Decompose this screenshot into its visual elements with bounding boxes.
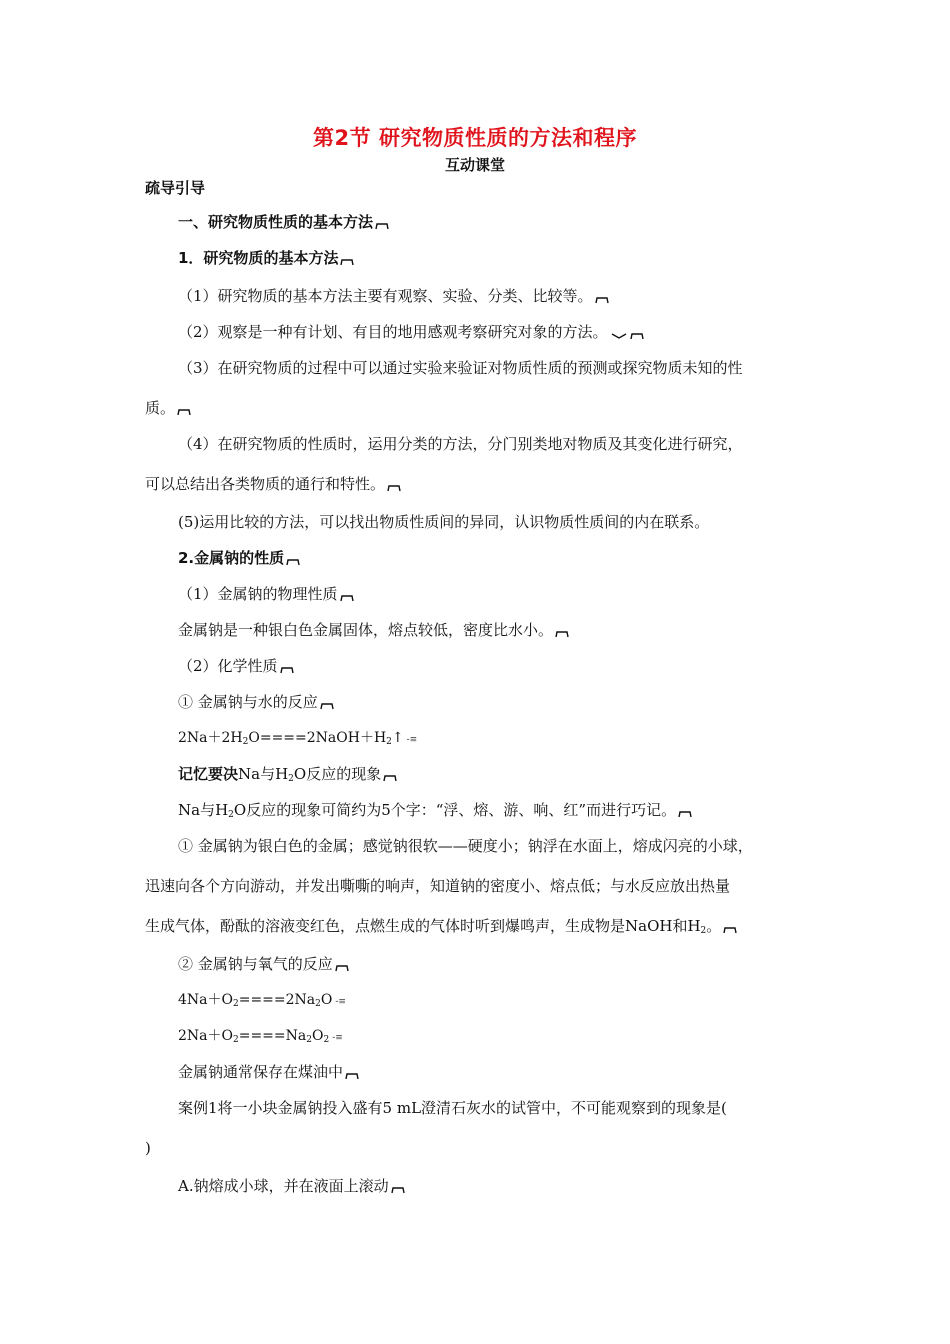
paragraph-mark-icon [345,1072,359,1080]
memory-tip-text: Na与H [238,765,289,783]
option-text: A.钠熔成小球，并在液面上滚动 [178,1177,389,1195]
paragraph-13 [178,1062,359,1082]
paragraph-mark-icon [340,594,354,602]
paragraph-mark-icon [340,258,354,266]
heading-text: 1．研究物质的基本方法 [178,249,339,267]
chevron-mark-icon [610,332,628,340]
equation-mark-icon: -≡ [332,1033,343,1043]
paragraph-text: 生成气体，酚酞的溶液变红色，点燃生成的气体时听到爆鸣声，生成物是NaOH和H [145,917,701,935]
heading-text: 2.金属钠的性质 [178,549,285,567]
paragraph-5: (5)运用比较的方法，可以找出物质性质间的异同，认识物质性质间的内在联系。 [178,513,710,531]
paragraph-mark-icon [595,296,609,304]
subscript: 2 [288,774,294,784]
page-title: 第2节 研究物质性质的方法和程序 [313,126,637,150]
paragraph-mark-icon [555,630,569,638]
heading-sodium-properties [178,548,300,568]
paragraph-3-line-2 [145,398,191,418]
paragraph-4-line-2 [145,474,401,494]
paragraph-text: （2）观察是一种有计划、有目的地用感观考察研究对象的方法。 [178,323,608,341]
paragraph-11-line-3 [145,916,737,941]
paragraph-6 [178,584,354,604]
paragraph-mark-icon [678,810,692,818]
subscript: 2 [242,737,249,747]
case-1-line-2: ) [145,1139,151,1157]
equation-sodium-oxygen-1 [178,990,346,1014]
memory-tip [178,764,397,789]
paragraph-text: 质。 [145,399,176,417]
paragraph-3-line-1: （3）在研究物质的过程中可以通过实验来验证对物质性质的预测或探究物质未知的性 [178,359,743,377]
paragraph-text: ② 金属钠与氧气的反应 [178,955,333,973]
subscript: 2 [386,737,392,747]
paragraph-mark-icon [280,666,294,674]
paragraph-10 [178,800,692,825]
subscript: 2 [232,999,239,1009]
equation-part: 4Na＋O [178,992,233,1008]
subscript: 2 [228,810,234,820]
paragraph-text: 金属钠是一种银白色金属固体，熔点较低，密度比水小。 [178,621,554,639]
equation-part: 2Na＋O [178,1028,233,1044]
subscript: 2 [306,1035,312,1045]
paragraph-mark-icon [335,964,349,972]
memory-tip-text: O反应的现象 [293,765,382,783]
paragraph-7 [178,620,569,640]
equation-mark-icon: -≡ [406,735,418,745]
subscript: 2 [315,999,321,1009]
page-subtitle: 互动课堂 [444,156,505,174]
equation-sodium-water [178,728,417,752]
equation-part: 2Na＋2H [178,730,243,746]
paragraph-11-line-1: ① 金属钠为银白色的金属；感觉钠很软——硬度小；钠浮在水面上，熔成闪亮的小球， [178,837,753,855]
subscript: 2 [700,926,707,936]
equation-mark-icon: -≡ [335,997,346,1007]
paragraph-text: 。 [706,917,722,935]
equation-part: O====2NaOH＋H [248,730,387,746]
paragraph-mark-icon [320,702,334,710]
paragraph-mark-icon [387,484,401,492]
paragraph-mark-icon [723,926,737,934]
paragraph-text: 金属钠通常保存在煤油中 [178,1063,344,1081]
paragraph-text: （2）化学性质 [178,657,278,675]
paragraph-mark-icon [286,558,300,566]
paragraph-text: O反应的现象可简约为5个字：“浮、熔、游、响、红”而进行巧记。 [233,801,677,819]
paragraph-text: Na与H [178,801,229,819]
paragraph-8 [178,656,294,676]
equation-part: O [311,1028,324,1044]
paragraph-text: （1）金属钠的物理性质 [178,585,338,603]
heading-basic-methods [178,212,389,232]
heading-text: 一、研究物质性质的基本方法 [178,213,374,231]
paragraph-text: 可以总结出各类物质的通行和特性。 [145,475,386,493]
paragraph-1 [178,286,609,306]
subscript: 2 [323,1035,330,1045]
paragraph-12 [178,954,349,974]
paragraph-text: ① 金属钠与水的反应 [178,693,318,711]
paragraph-mark-icon [177,408,191,416]
subscript: 2 [232,1035,239,1045]
equation-part: ====2Na [238,992,316,1008]
option-a [178,1176,405,1196]
case-1-line-1: 案例1将一小块金属钠投入盛有5 mL澄清石灰水的试管中，不可能观察到的现象是( [178,1099,727,1117]
paragraph-2 [178,322,644,342]
paragraph-mark-icon [630,332,644,340]
memory-tip-label: 记忆要决 [178,765,239,783]
equation-sodium-oxygen-2 [178,1026,343,1050]
gas-arrow: ↑ [391,730,404,746]
section-label: 疏导引导 [145,179,206,197]
paragraph-4-line-1: （4）在研究物质的性质时，运用分类的方法，分门别类地对物质及其变化进行研究， [178,435,743,453]
paragraph-text: （1）研究物质的基本方法主要有观察、实验、分类、比较等。 [178,287,593,305]
paragraph-mark-icon [383,774,397,782]
paragraph-mark-icon [391,1186,405,1194]
equation-part: O [320,992,333,1008]
equation-part: ====Na [238,1028,307,1044]
paragraph-9 [178,692,334,712]
paragraph-mark-icon [375,222,389,230]
paragraph-11-line-2: 迅速向各个方向游动，并发出嘶嘶的响声，知道钠的密度小、熔点低；与水反应放出热量 [145,877,731,895]
heading-research-methods [178,248,354,268]
